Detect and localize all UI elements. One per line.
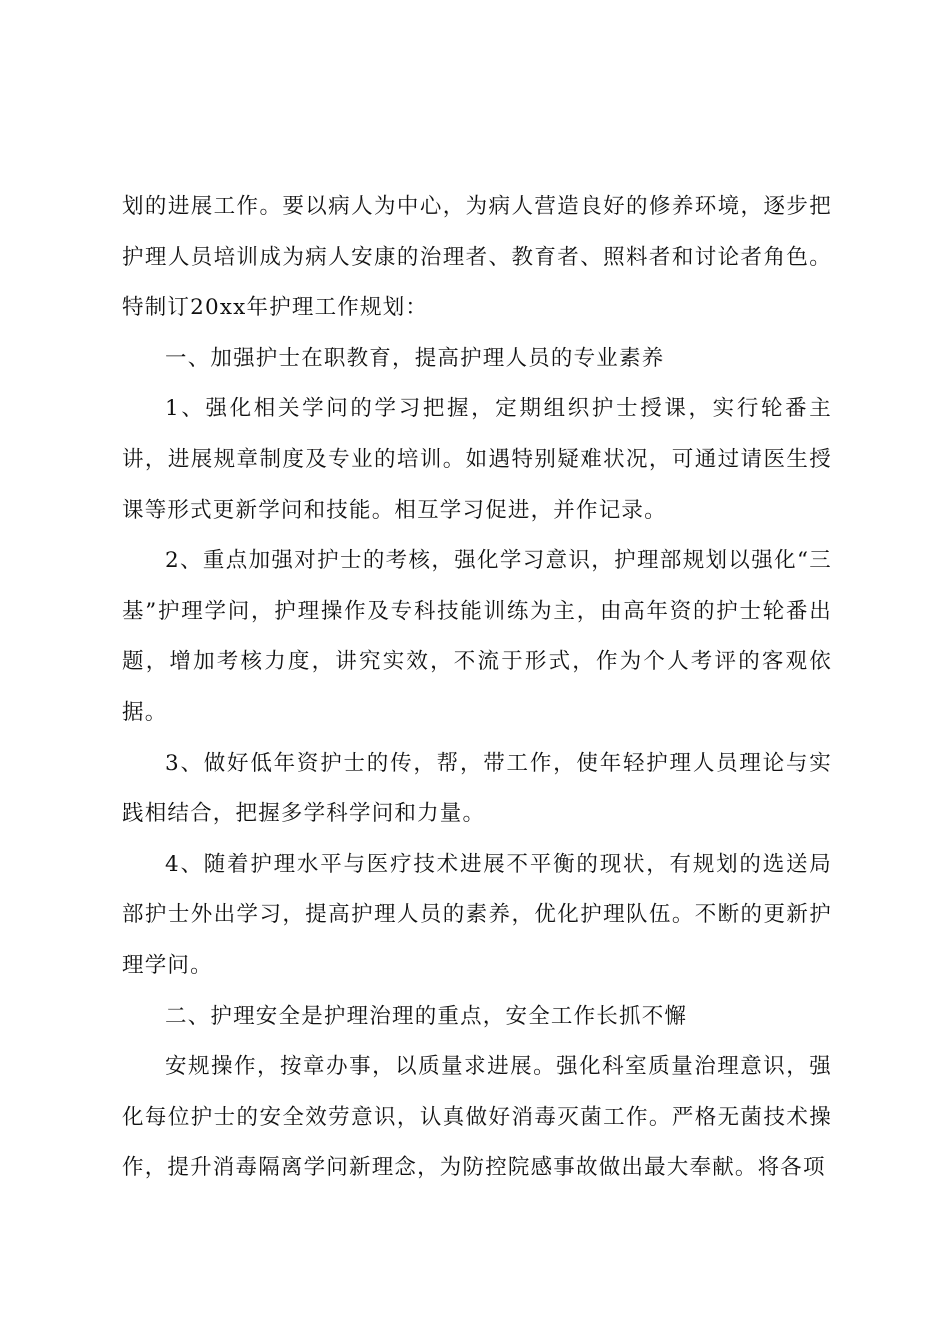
document-body — [122, 182, 832, 1194]
paragraph-safety: 安规操作，按章办事，以质量求进展。强化科室质量治理意识，强化每位护士的安全效劳意识，认真做好消毒灭菌工作。严格无菌技术操作，提升消毒隔离学问新理念，为防控院感事故做出最大奉献。将各项 — [122, 1054, 832, 1181]
paragraph-item-3: 3、做好低年资护士的传，帮，带工作，使年轻护理人员理论与实践相结合，把握多学科学问和力量。 — [122, 750, 832, 827]
paragraph-item-2: 2、重点加强对护士的考核，强化学习意识，护理部规划以强化“三基”护理学问，护理操作及专科技能训练为主，由高年资的护士轮番出题，增加考核力度，讲究实效，不流于形式，作为个人考评的客观依据。 — [122, 548, 832, 725]
paragraph-intro-continuation: 划的进展工作。要以病人为中心，为病人营造良好的修养环境，逐步把护理人员培训成为病人安康的治理者、教育者、照料者和讨论者角色。特制订20xx年护理工作规划： — [122, 194, 832, 321]
paragraph-item-1: 1、强化相关学问的学习把握，定期组织护士授课，实行轮番主讲，进展规章制度及专业的培训。如遇特别疑难状况，可通过请医生授课等形式更新学问和技能。相互学习促进，并作记录。 — [122, 396, 832, 523]
section-heading-2: 二、护理安全是护理治理的重点，安全工作长抓不懈 — [165, 1003, 688, 1029]
section-heading-1: 一、加强护士在职教育，提高护理人员的专业素养 — [165, 345, 665, 371]
paragraph-item-4: 4、随着护理水平与医疗技术进展不平衡的现状，有规划的选送局部护士外出学习，提高护理人员的素养，优化护理队伍。不断的更新护理学问。 — [122, 851, 832, 978]
